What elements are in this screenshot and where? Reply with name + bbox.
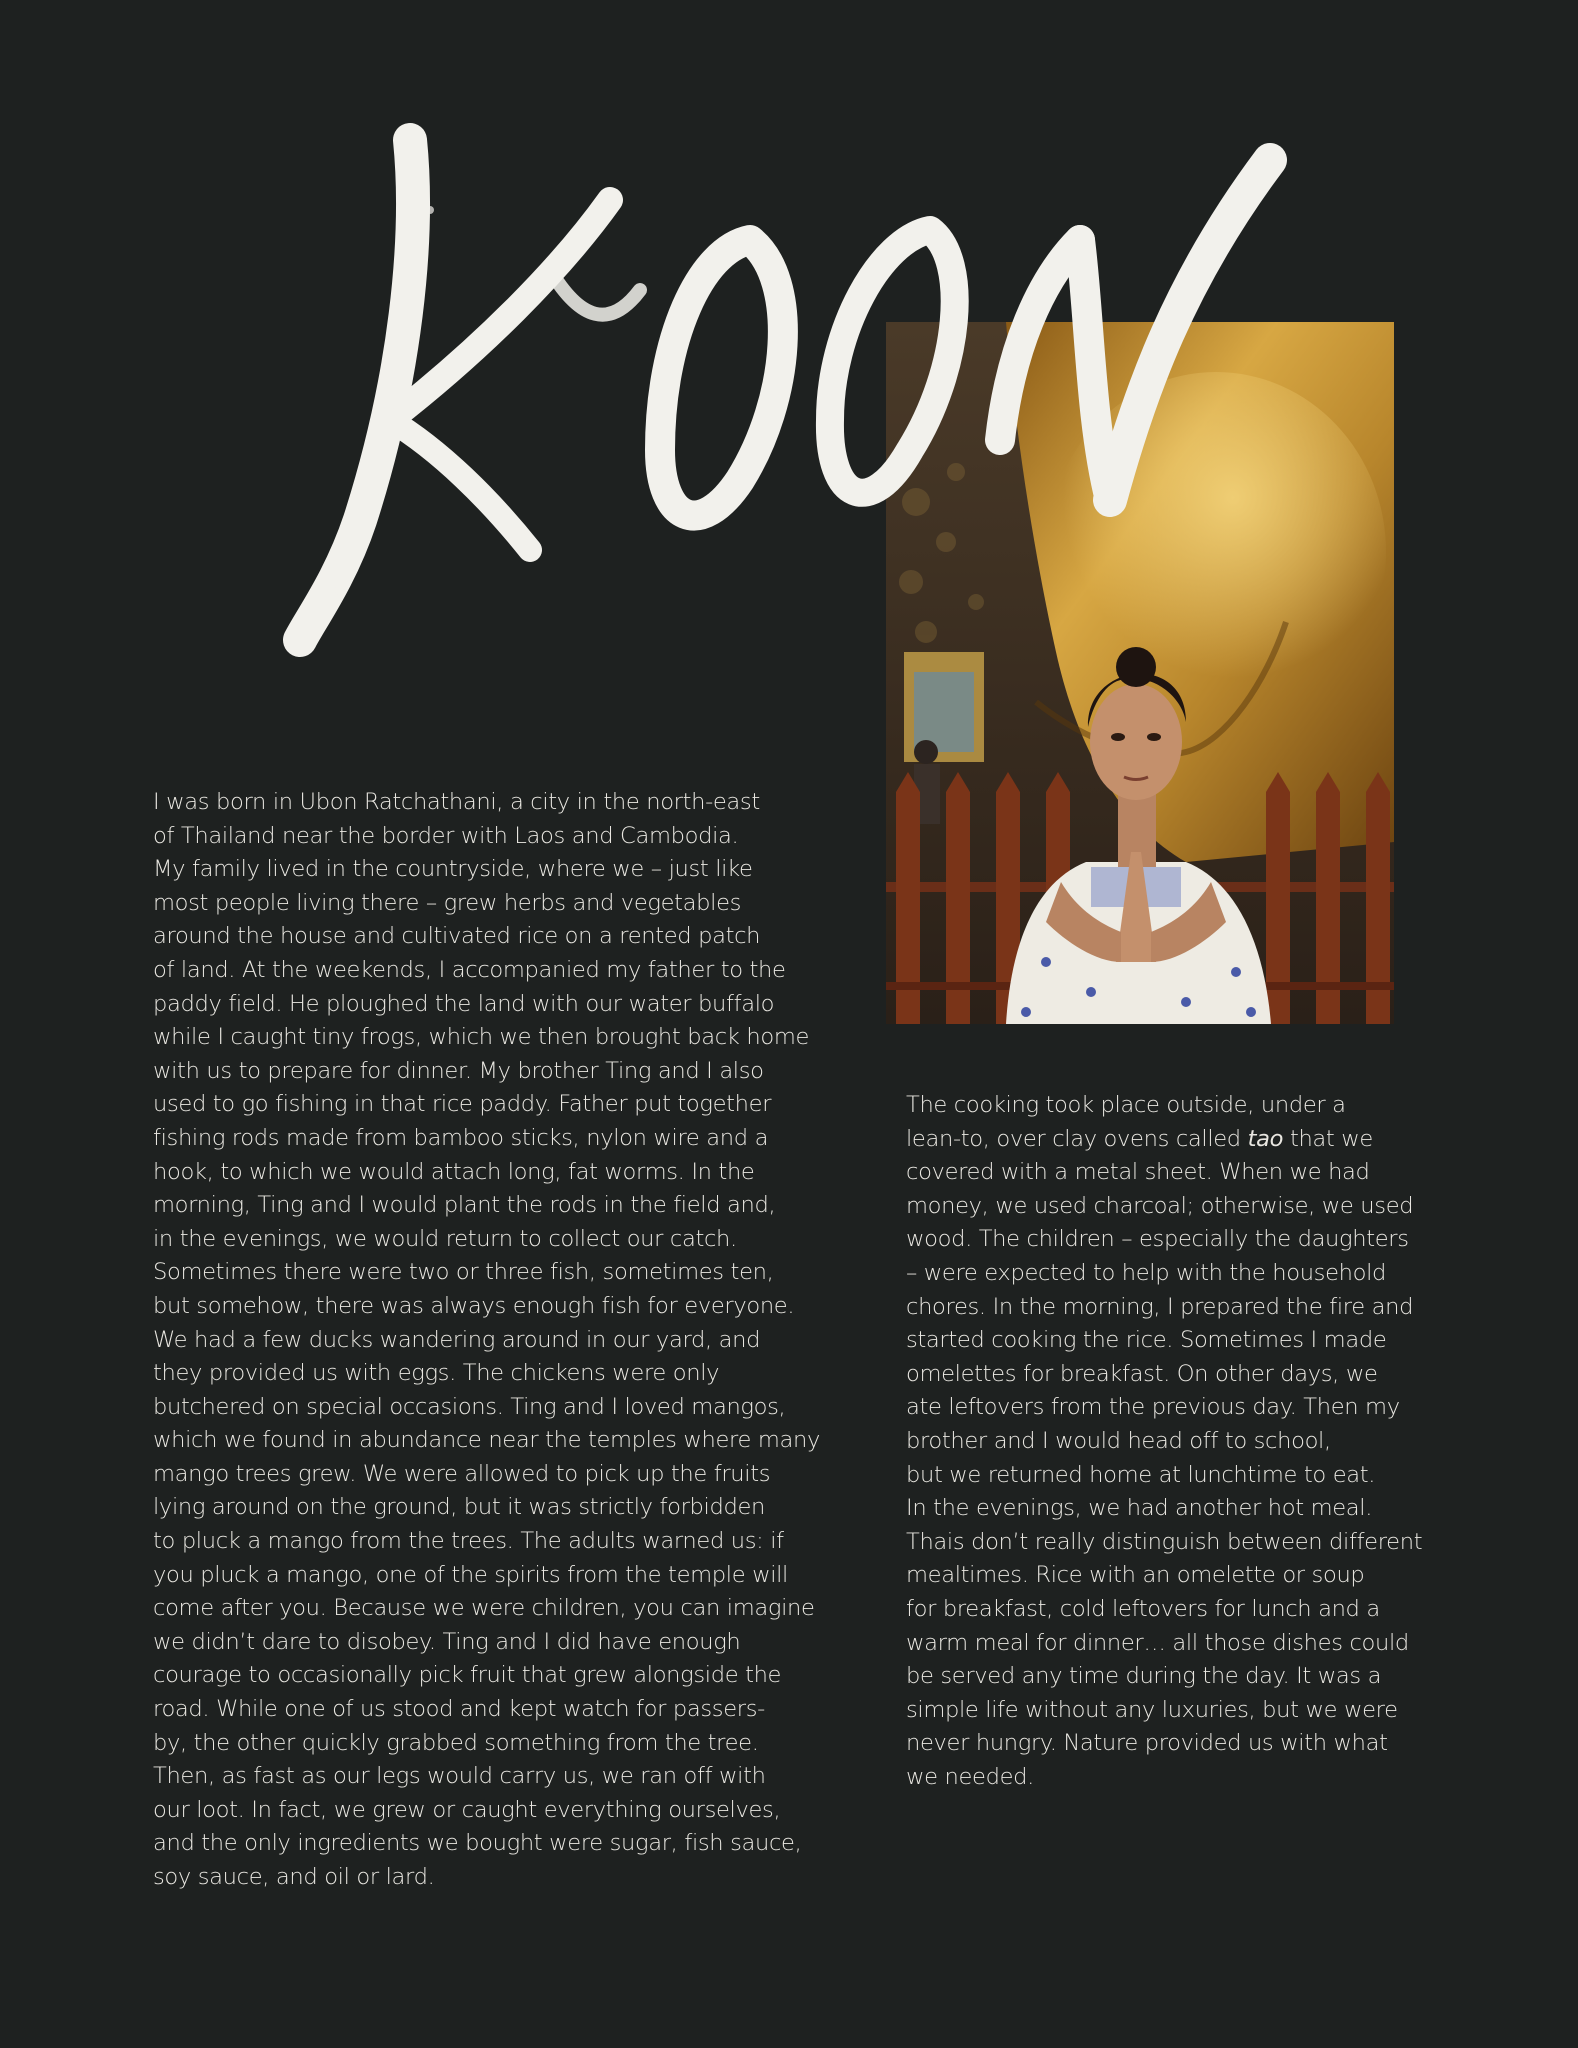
text-line: of land. At the weekends, I accompanied my father to the xyxy=(153,956,786,983)
text-line: hook, to which we would attach long, fat worms. In the xyxy=(153,1158,755,1185)
text-line: Thais don’t really distinguish between different xyxy=(906,1528,1423,1555)
text-line: come after you. Because we were children, you can imagine xyxy=(153,1595,815,1622)
text-line: Sometimes there were two or three fish, sometimes ten, xyxy=(153,1259,774,1286)
text-line: Then, as fast as our legs would carry us, we ran off with xyxy=(153,1763,766,1790)
italic-term-tao: tao xyxy=(1247,1125,1284,1152)
text-line: chores. In the morning, I prepared the fire and xyxy=(906,1293,1414,1320)
page-title xyxy=(280,120,1340,680)
right-text-lines xyxy=(906,1156,1446,1794)
text-line: fishing rods made from bamboo sticks, nylon wire and a xyxy=(153,1124,769,1151)
text-line-part: lean-to, over clay ovens called xyxy=(906,1125,1248,1152)
text-line: ate leftovers from the previous day. Then my xyxy=(906,1394,1400,1421)
text-line: and the only ingredients we bought were sugar, fish sauce, xyxy=(153,1830,802,1857)
text-line: mango trees grew. We were allowed to pick up the fruits xyxy=(153,1460,771,1487)
text-line: My family lived in the countryside, where we – just like xyxy=(153,856,753,883)
text-line-part: that we xyxy=(1283,1125,1373,1152)
text-line: never hungry. Nature provided us with what xyxy=(906,1730,1388,1757)
brush-title-lettering xyxy=(280,120,1340,680)
text-line: warm meal for dinner… all those dishes could xyxy=(906,1629,1409,1656)
text-line: brother and I would head off to school, xyxy=(906,1427,1331,1454)
text-line: wood. The children – especially the daughters xyxy=(906,1226,1409,1253)
text-line: used to go fishing in that rice paddy. Father put together xyxy=(153,1091,772,1118)
text-line: we didn’t dare to disobey. Ting and I did have enough xyxy=(153,1628,741,1655)
text-line: In the evenings, we had another hot meal. xyxy=(906,1495,1373,1522)
text-line: you pluck a mango, one of the spirits from the temple will xyxy=(153,1561,788,1588)
text-line: we needed. xyxy=(906,1763,1034,1790)
text-line: morning, Ting and I would plant the rods in the field and, xyxy=(153,1192,776,1219)
text-line: We had a few ducks wandering around in our yard, and xyxy=(153,1326,761,1353)
text-line: – were expected to help with the household xyxy=(906,1259,1387,1286)
text-line: I was born in Ubon Ratchathani, a city in the north-east xyxy=(153,789,760,815)
text-line: paddy field. He ploughed the land with our water buffalo xyxy=(153,990,775,1017)
text-line: to pluck a mango from the trees. The adults warned us: if xyxy=(153,1528,784,1555)
text-line: money, we used charcoal; otherwise, we used xyxy=(906,1192,1414,1219)
text-line: covered with a metal sheet. When we had xyxy=(906,1159,1370,1186)
text-line: be served any time during the day. It was a xyxy=(906,1663,1382,1690)
text-line: road. While one of us stood and kept watch for passers- xyxy=(153,1696,765,1723)
text-line: which we found in abundance near the temples where many xyxy=(153,1427,821,1454)
text-line: courage to occasionally pick fruit that grew alongside the xyxy=(153,1662,782,1689)
text-line: simple life without any luxuries, but we were xyxy=(906,1696,1398,1723)
text-line: by, the other quickly grabbed something from the tree. xyxy=(153,1729,759,1756)
text-line: omelettes for breakfast. On other days, we xyxy=(906,1360,1378,1387)
text-line: with us to prepare for dinner. My brother Ting and I also xyxy=(153,1057,764,1084)
text-line: they provided us with eggs. The chickens were only xyxy=(153,1360,720,1387)
text-line: lying around on the ground, but it was strictly forbidden xyxy=(153,1494,765,1521)
text-line: our loot. In fact, we grew or caught everything ourselves, xyxy=(153,1796,781,1823)
text-line: The cooking took place outside, under a xyxy=(906,1092,1346,1118)
text-line: but we returned home at lunchtime to eat. xyxy=(906,1461,1376,1488)
text-line: started cooking the rice. Sometimes I made xyxy=(906,1327,1387,1354)
text-line: while I caught tiny frogs, which we then brought back home xyxy=(153,1024,810,1051)
text-line xyxy=(906,1123,1446,1157)
text-line: soy sauce, and oil or lard. xyxy=(153,1864,435,1890)
text-line: mealtimes. Rice with an omelette or soup xyxy=(906,1562,1365,1589)
text-line: around the house and cultivated rice on a rented patch xyxy=(153,923,761,950)
text-line: of Thailand near the border with Laos and Cambodia. xyxy=(153,822,739,849)
text-line: butchered on special occasions. Ting and I loved mangos, xyxy=(153,1393,786,1420)
text-line: but somehow, there was always enough fish for everyone. xyxy=(153,1292,795,1319)
text-line: for breakfast, cold leftovers for lunch and a xyxy=(906,1595,1380,1622)
text-line: in the evenings, we would return to collect our catch. xyxy=(153,1225,737,1252)
text-line: most people living there – grew herbs and vegetables xyxy=(153,889,742,916)
right-text-column xyxy=(906,1089,1446,1794)
left-text-column xyxy=(153,786,853,1895)
